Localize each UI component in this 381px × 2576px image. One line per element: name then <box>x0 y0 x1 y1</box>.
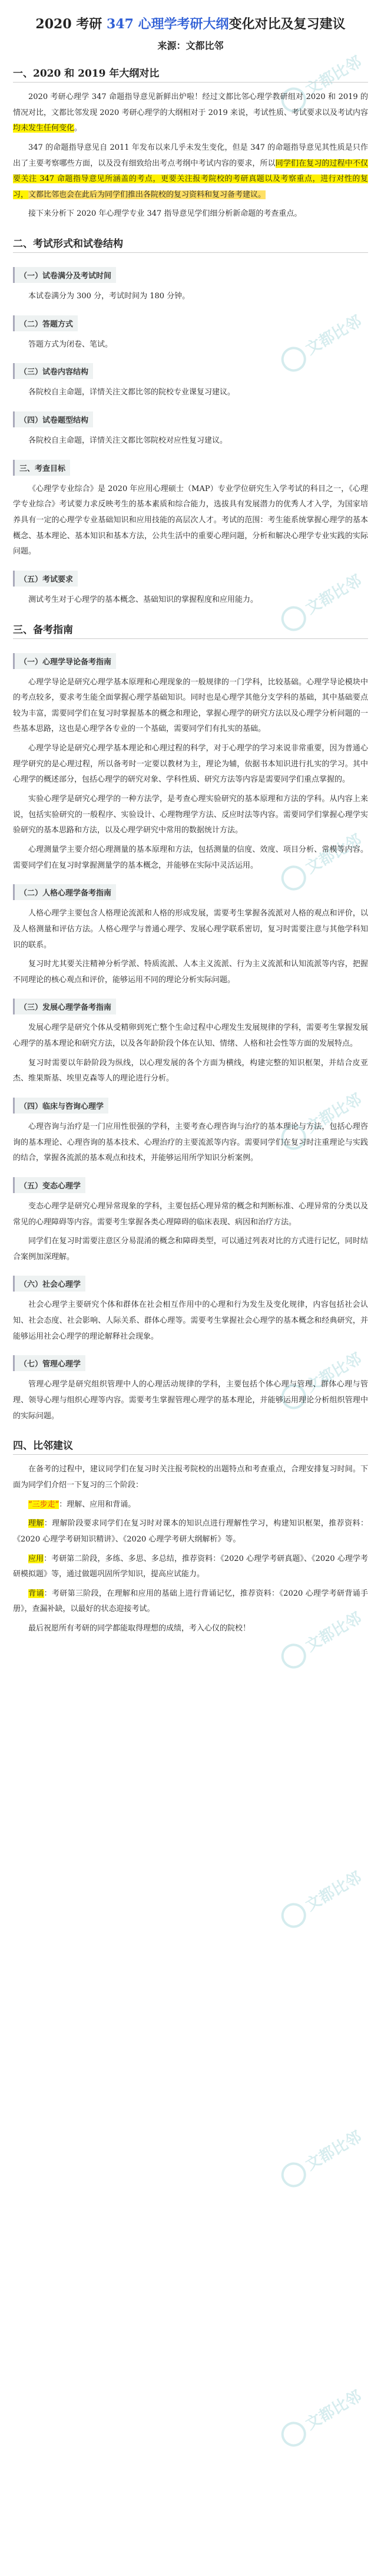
section-heading: 二、考试形式和试卷结构 <box>13 235 368 253</box>
watermark: 文都比邻 <box>277 828 367 895</box>
paragraph: 心理学导论是研究心理学基本原理和心理现象的一般规律的一门学科，比较基础。心理学导论模块中的考点较多，要求考生能全面掌握心理学基础知识。同时也是心理学其他分支学科的基础，其中基础要点较为丰富，需要同学们在复习时掌握基本的概念和理论，掌握心理学的研究方法以及心理学分析问题的一些基本思路，这也是心理学各专业的一个基础，需要同学们有扎实的基础。 <box>13 677 368 734</box>
subsection-heading: （二）人格心理学备考指南 <box>13 884 116 900</box>
paragraph: 心理测量学主要介绍心理测量的基本原理和方法，包括测量的信度、效度、项目分析、常模等内容。需要同学们在复习时掌握测量学的基本概念，并能够在实际中灵活运用。 <box>13 845 368 870</box>
watermark-logo-icon <box>277 1898 310 1932</box>
paragraph: 各院校自主命题，详情关注文都比邻的院校专业课复习建议。 <box>28 388 236 397</box>
paragraph: 347 的命题指导意见自 2011 年发布以来几乎未发生变化，但是 347 的命题指导意见其性质是只作出了主要考察哪些方面，以及没有细致给出考点考纲中考试内容的要求，所以同学们在复习的过程中不仅要关注 347 命题指导意见所涵盖的考点，更要关注报考院校的考研真题以及考察重点，进行对性的复习，文都比邻也会在此后为同学们推出各院校的复习资料和复习备考建议。 <box>13 143 368 199</box>
subsection-heading: （四）试卷题型结构 <box>13 411 93 427</box>
watermark: 文都比邻 <box>277 569 367 635</box>
paragraph: 心理咨询与治疗是一门应用性很强的学科，主要考查心理咨询与治疗的基本理论与方法，包括心理咨询的基本理论、心理咨询的基本技术、心理治疗的主要流派等内容。需要同学们在复习时注重理论与实践的结合，掌握各流派的基本观点和技术，并能够运用所学知识分析案例。 <box>13 1122 368 1163</box>
paragraph: 复习时尤其要关注精神分析学派、特质流派、人本主义流派、行为主义流派和认知流派等内容，把握不同理论的核心观点和评价，能够运用不同的理论分析实际问题。 <box>13 960 368 984</box>
paragraph: 复习时需要以年龄阶段为纵线，以心理发展的各个方面为横线，构建完整的知识框架，并结合皮亚杰、维果斯基、埃里克森等人的理论进行分析。 <box>13 1058 368 1083</box>
section-heading: 三、备考指南 <box>13 621 368 639</box>
subsection-heading: （五）考试要求 <box>13 571 78 587</box>
paragraph: 变态心理学是研究心理异常现象的学科，主要包括心理异常的概念和判断标准、心理异常的分类以及常见的心理障碍等内容。需要考生掌握各类心理障碍的临床表现、病因和治疗方法。 <box>13 1201 368 1227</box>
watermark: 文都比邻 <box>277 2384 367 2451</box>
paragraph: 人格心理学主要包含人格理论流派和人格的形成发展，需要考生掌握各流派对人格的观点和评价，以及人格测量和评估方法。人格心理学与普通心理学、发展心理学联系密切，复习时需要注意与其他学科知识的联系。 <box>13 909 368 950</box>
page-title: 2020 考研 347 心理学考研大纲变化对比及复习建议 <box>35 17 346 32</box>
subsection-heading: （三）试卷内容结构 <box>13 363 93 379</box>
paragraph: 发展心理学是研究个体从受精卵到死亡整个生命过程中心理发生发展规律的学科，需要考生掌握发展心理学的基本理论和研究方法，以及各年龄阶段个体在认知、情绪、人格和社会性等方面的发展特点。 <box>13 1023 368 1049</box>
watermark-logo-icon <box>277 2417 310 2450</box>
watermark: 文都比邻 <box>277 50 367 117</box>
subsection-heading: （七）管理心理学 <box>13 1355 85 1371</box>
paragraph: 管理心理学是研究组织管理中人的心理活动规律的学科，主要包括个体心理与管理、群体心理与管理、领导心理与组织心理等内容。需要考生掌握管理心理学的基本理论，并能够运用理论分析组织管理中的实际问题。 <box>13 1380 368 1421</box>
watermark: 文都比邻 <box>277 2125 367 2192</box>
watermark-logo-icon <box>277 2157 310 2191</box>
paragraph: 背诵：考研第三阶段，在理解和应用的基础上进行背诵记忆，推荐资料：《2020 心理学考研背诵手册》，查漏补缺，以最好的状态迎接考试。 <box>13 1589 368 1614</box>
subsection-heading: （三）发展心理学备考指南 <box>13 999 116 1014</box>
article-source: 来源：文都比邻 <box>157 40 224 51</box>
subsection-heading: （一）试卷满分及考试时间 <box>13 267 116 283</box>
paragraph: 2020 考研心理学 347 命题指导意见新鲜出炉啦！经过文都比邻心理学教研组对 2020 和 2019 的情况对比，文都比邻发现 2020 考研心理学的大纲相对于 2019 来说，考试性质、考试要求以及考试内容均未发生任何变化。 <box>13 93 368 133</box>
paragraph: “三步走”：理解、应用和背诵。 <box>28 1500 136 1509</box>
watermark: 文都比邻 <box>277 1606 367 1673</box>
paragraph: 测试考生对于心理学的基本概念、基础知识的掌握程度和应用能力。 <box>28 595 259 604</box>
paragraph: 应用：考研第二阶段，多练、多思、多总结，推荐资料：《2020 心理学考研真题》、《2020 心理学考研模拟题》等，通过做题巩固所学知识，提高应试能力。 <box>13 1554 368 1579</box>
paragraph: 答题方式为闭卷、笔试。 <box>28 340 113 349</box>
paragraph: 各院校自主命题，详情关注文都比邻院校对应性复习建议。 <box>28 436 228 446</box>
subsection-heading: （六）社会心理学 <box>13 1276 85 1292</box>
paragraph: 最后祝愿所有考研的同学都能取得理想的成绩，考入心仪的院校！ <box>28 1624 251 1633</box>
paragraph: 心理学导论是研究心理学基本理论和心理过程的科学，对于心理学的学习来说非常重要，因为普通心理学研究的是心理过程，所以备考时一定要以教材为主，理论为辅，依据书本知识进行扎实的学习。其中心理学的概述部分，包括心理学的研究对象、学科性质、研究方法等内容是需要同学们重点掌握的。 <box>13 744 368 785</box>
subsection-heading: （二）答题方式 <box>13 315 78 331</box>
watermark: 文都比邻 <box>277 1866 367 1932</box>
subsection-heading: （五）变态心理学 <box>13 1177 85 1193</box>
paragraph: 在备考的过程中，建议同学们在复习时关注报考院校的出题特点和考查重点，合理安排复习时间。下面为同学们介绍一下复习的三个阶段： <box>13 1465 368 1490</box>
watermark: 文都比邻 <box>277 309 367 376</box>
paragraph: 实验心理学是研究心理学的一种方法学，是考查心理实验研究的基本原理和方法的学科。从内容上来说，包括实验研究的一般程序、实验设计、心理物理学方法、反应时法等内容。需要同学们掌握心理学实验研究的基本思路和方法，以及心理学研究中常用的数据统计方法。 <box>13 795 368 835</box>
paragraph: 接下来分析下 2020 年心理学专业 347 指导意见学们细分析新命题的考查重点。 <box>28 209 302 219</box>
watermark-logo-icon <box>277 1639 310 1672</box>
watermark: 文都比邻 <box>277 1347 367 1414</box>
paragraph: 同学们在复习时需要注意区分易混淆的概念和障碍类型，可以通过列表对比的方式进行记忆，同时结合案例加深理解。 <box>13 1237 368 1261</box>
watermark: 文都比邻 <box>277 1088 367 1154</box>
subsection-heading: （四）临床与咨询心理学 <box>13 1098 108 1114</box>
subsection-heading: （一）心理学导论备考指南 <box>13 653 116 669</box>
paragraph: 社会心理学主要研究个体和群体在社会相互作用中的心理和行为发生及变化规律，内容包括社会认知、社会态度、社会影响、人际关系、群体心理等。需要考生掌握社会心理学的基本概念和经典研究，并能够运用社会心理学的理论解释社会现象。 <box>13 1300 368 1341</box>
section-heading: 四、比邻建议 <box>13 1437 368 1455</box>
paragraph: 理解：理解阶段要求同学们在复习时对课本的知识点进行理解性学习，构建知识框架，推荐资料：《2020 心理学考研知识精讲》、《2020 心理学考研大纲解析》等。 <box>13 1519 368 1544</box>
paragraph: 本试卷满分为 300 分，考试时间为 180 分钟。 <box>28 292 190 301</box>
paragraph: 《心理学专业综合》是 2020 年应用心理硕士（MAP）专业学位研究生入学考试的科目之一，《心理学专业综合》考试要力求反映考生的基本素质和综合能力，选拔具有发展潜力的优秀人才入学，为国家培养具有一定的心理学专业基础知识和应用技能的高层次人才。考试的范围：考生能系统掌握心理学的基本概念、基本理论、基本知识和基本方法，公共生活中的重要心理问题，分析和解决心理学专业实践的实际问题。 <box>13 484 368 556</box>
subsection-heading: 三、考查目标 <box>13 460 70 476</box>
section-heading: 一、2020 和 2019 年大纲对比 <box>13 65 368 83</box>
